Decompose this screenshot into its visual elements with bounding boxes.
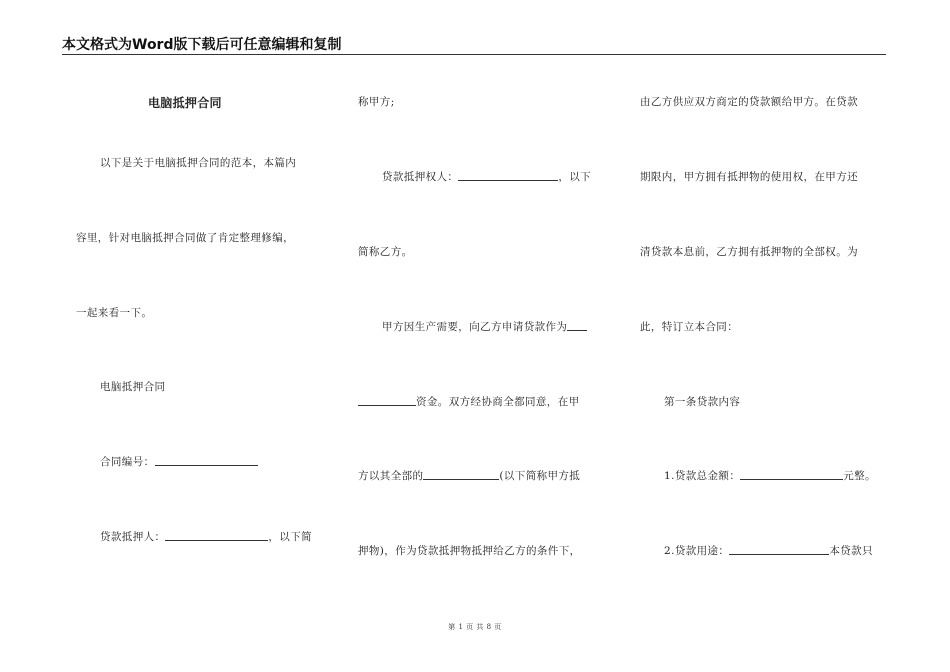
mortgagee-line [382,169,591,184]
document-header: 本文格式为Word版下载后可任意编辑和复制 [62,34,886,55]
paragraph-line [382,319,587,334]
contract-number-line [100,454,258,469]
document-title: 电脑抵押合同 [148,96,222,110]
paragraph-line: 容里，针对电脑抵押合同做了肯定整理修编， [76,232,294,244]
mortgagor-label: 贷款抵押人： [100,531,166,543]
paragraph-line: 由乙方供应双方商定的贷款额给甲方。在贷款 [640,96,858,108]
collateral-suffix: (以下简称甲方抵 [499,470,581,482]
paragraph-line: 称甲方; [358,96,395,108]
mortgagee-blank [458,170,558,181]
mortgagor-line [100,529,312,544]
loan-use-label: 2.贷款用途： [664,545,730,557]
contract-number-blank [155,455,258,466]
paragraph-line: 一起来看一下。 [76,307,153,319]
mortgagee-label: 贷款抵押权人： [382,171,459,183]
paragraph-line: 此，特订立本合同： [640,321,739,333]
funds-blank [358,395,416,406]
paragraph-line: 押物)，作为贷款抵押物抵押给乙方的条件下， [358,545,581,557]
contract-number-label: 合同编号： [100,456,155,468]
mortgagee-suffix: ，以下 [558,171,592,183]
section-heading: 电脑抵押合同 [100,381,166,393]
loan-purpose-blank [567,320,587,331]
collateral-blank [423,469,499,480]
loan-use-suffix: 本贷款只 [829,545,873,557]
loan-use-blank [729,544,829,555]
loan-amount-line [664,468,876,483]
paragraph-line [358,468,580,483]
loan-amount-label: 1.贷款总金额： [664,470,741,482]
section-heading: 第一条贷款内容 [664,396,741,408]
page-number: 第 1 页 共 8 页 [448,623,502,631]
funds-text: 资金。双方经协商全都同意，在甲 [416,396,580,408]
mortgagor-suffix: ，以下简 [268,531,313,543]
paragraph-line: 清贷款本息前，乙方拥有抵押物的全部权。为 [640,246,858,258]
paragraph-line [358,394,580,409]
paragraph-line: 简称乙方。 [358,246,413,258]
collateral-text: 方以其全部的 [358,470,424,482]
loan-amount-suffix: 元整。 [843,470,876,482]
loan-purpose-text: 甲方因生产需要，向乙方申请贷款作为 [382,321,568,333]
paragraph-line: 期限内，甲方拥有抵押物的使用权，在甲方还 [640,171,858,183]
loan-use-line [664,543,873,558]
loan-amount-blank [740,469,843,480]
mortgagor-blank [165,530,268,541]
paragraph-line: 以下是关于电脑抵押合同的范本，本篇内 [100,157,297,169]
